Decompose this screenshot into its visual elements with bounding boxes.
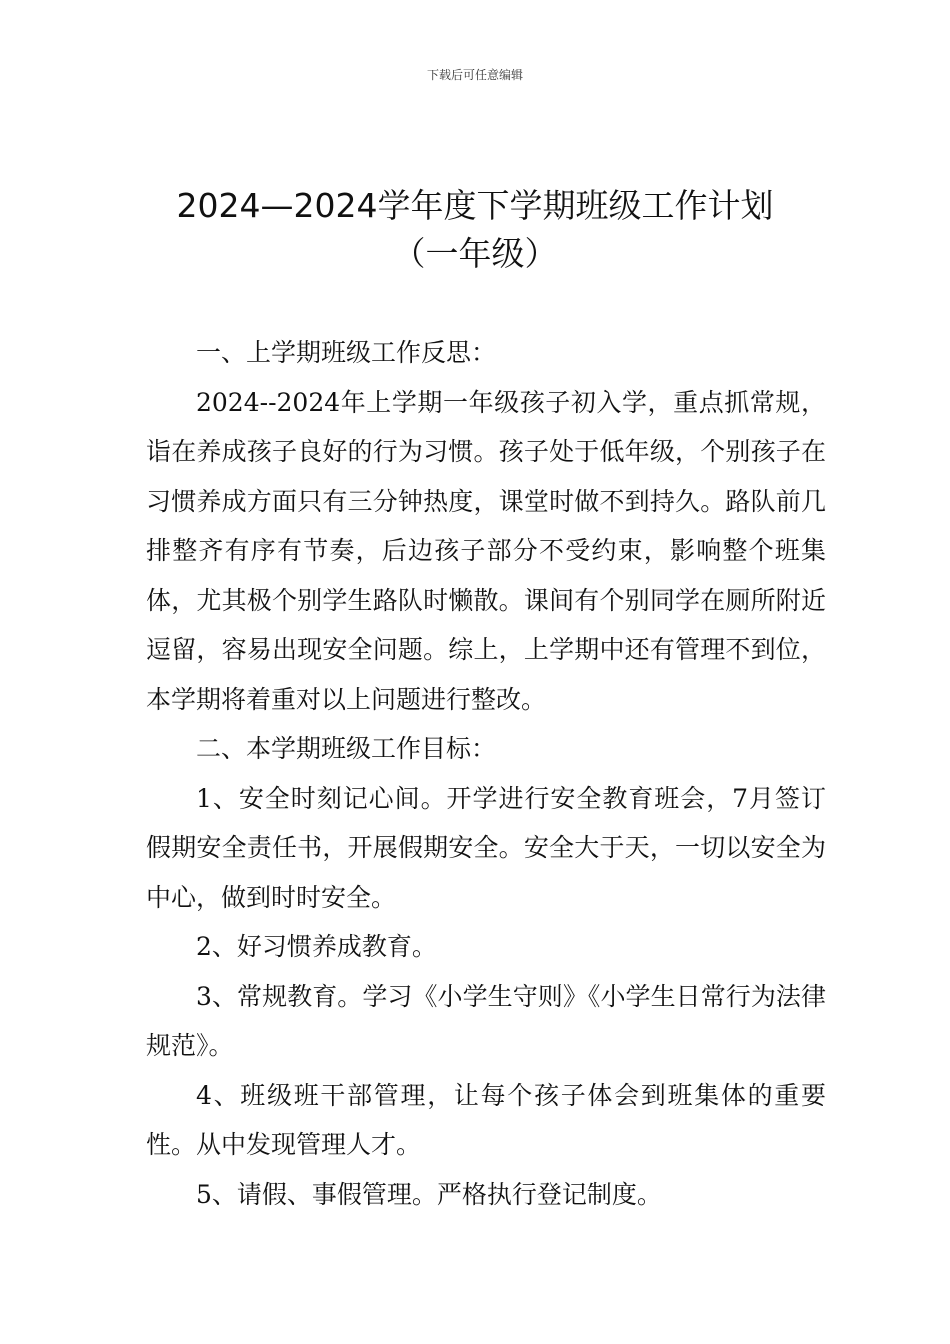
document-body [146,328,826,1219]
goal-item-5: 5、请假、事假管理。严格执行登记制度。 [196,1179,662,1209]
document-title: 2024—2024学年度下学期班级工作计划 [176,186,774,225]
goal-item-4: 4、班级班干部管理，让每个孩子体会到班集体的重要性。从中发现管理人才。 [146,1080,826,1159]
section-heading-goals: 二、本学期班级工作目标： [196,734,497,763]
goal-item-1: 1、安全时刻记心间。开学进行安全教育班会，7月签订假期安全责任书，开展假期安全。安全大于天，一切以安全为中心，做到时时安全。 [146,783,826,912]
section-heading-reflection: 一、上学期班级工作反思： [196,338,497,367]
goal-item-2: 2、好习惯养成教育。 [196,932,437,961]
paragraph-reflection: 2024--2024年上学期一年级孩子初入学，重点抓常规，诣在养成孩子良好的行为习惯。孩子处于低年级，个别孩子在习惯养成方面只有三分钟热度，课堂时做不到持久。路队前几排整齐有序有节奏，后边孩子部分不受约束，影响整个班集体，尤其极个别学生路队时懒散。课间有个别同学在厕所附近逗留，容易出现安全问题。综上，上学期中还有管理不到位，本学期将着重对以上问题进行整改。 [146,387,826,714]
goal-item-3: 3、常规教育。学习《小学生守则》《小学生日常行为法律规范》。 [146,981,826,1060]
header-note: 下载后可任意编辑 [426,68,523,82]
document-subtitle: （一年级） [392,234,558,273]
